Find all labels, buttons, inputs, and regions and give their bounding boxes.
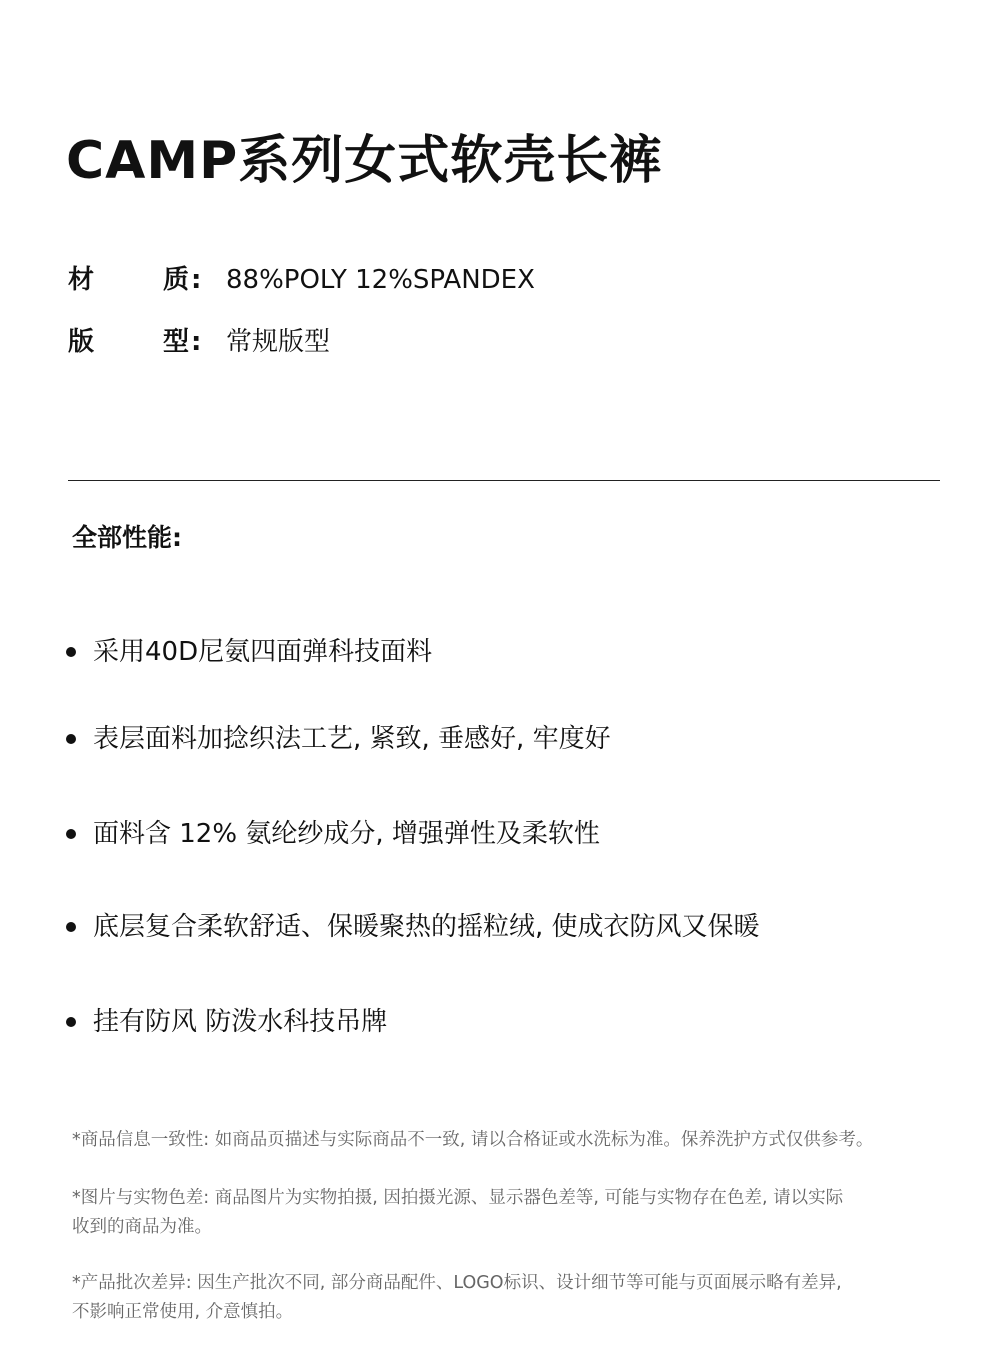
spec-label: 材 — [68, 265, 95, 295]
spec-label: 质 — [163, 265, 190, 295]
note-line: 不影响正常使用, 介意慎拍。 — [72, 1302, 294, 1322]
bullet-icon — [66, 922, 76, 932]
spec-colon: : — [191, 265, 202, 295]
spec-colon: : — [191, 327, 202, 357]
spec-value-fit: 常规版型 — [226, 327, 331, 357]
feature-text: 采用40D尼氨四面弹科技面料 — [93, 637, 433, 667]
product-title: CAMP系列女式软壳长裤 — [66, 130, 663, 191]
section-divider — [68, 480, 940, 481]
note-batch-difference — [72, 1269, 952, 1327]
spec-label: 版 — [68, 327, 95, 357]
feature-text: 面料含 12% 氨纶纱成分, 增强弹性及柔软性 — [93, 819, 600, 849]
bullet-icon — [66, 829, 76, 839]
note-consistency — [72, 1126, 952, 1155]
bullet-icon — [66, 734, 76, 744]
feature-text: 底层复合柔软舒适、保暖聚热的摇粒绒, 使成衣防风又保暖 — [93, 912, 760, 942]
spec-label: 型 — [163, 327, 190, 357]
note-line: *产品批次差异: 因生产批次不同, 部分商品配件、LOGO标识、设计细节等可能与页面展示略有差异, — [72, 1273, 842, 1293]
bullet-icon — [66, 1017, 76, 1027]
note-line: *商品信息一致性: 如商品页描述与实际商品不一致, 请以合格证或水洗标为准。保养洗护方式仅供参考。 — [72, 1130, 874, 1150]
note-line: 收到的商品为准。 — [72, 1217, 212, 1237]
features-heading: 全部性能: — [72, 523, 182, 552]
note-line: *图片与实物色差: 商品图片为实物拍摄, 因拍摄光源、显示器色差等, 可能与实物存在色差, 请以实际 — [72, 1188, 844, 1208]
feature-text: 表层面料加捻织法工艺, 紧致, 垂感好, 牢度好 — [93, 724, 611, 754]
bullet-icon — [66, 647, 76, 657]
feature-text: 挂有防风 防泼水科技吊牌 — [93, 1007, 388, 1037]
spec-value-material: 88%POLY 12%SPANDEX — [226, 265, 535, 295]
note-color-difference — [72, 1184, 952, 1242]
